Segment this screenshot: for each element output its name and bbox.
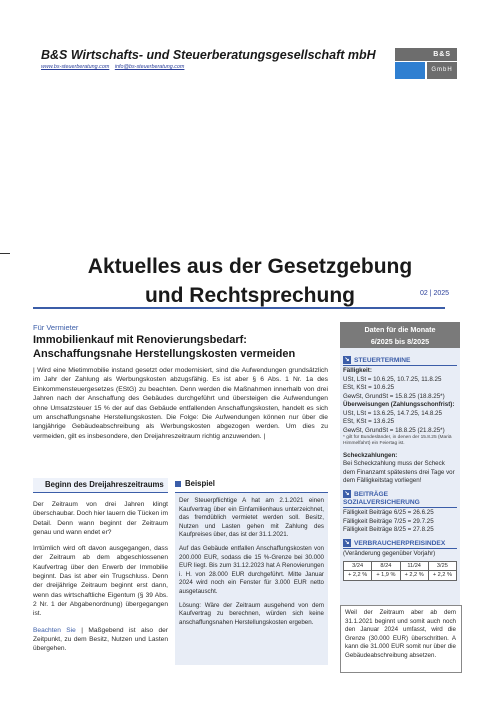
social-insurance-heading: ↘ BEITRÄGE SOZIALVERSICHERUNG [343,490,457,509]
contribution-line: Fälligkeit Beiträge 7/25 = 29.7.25 [343,517,434,525]
arrow-down-right-icon: ↘ [344,490,350,497]
contribution-line: Fälligkeit Beiträge 8/25 = 27.8.25 [343,526,434,534]
note-label: Beachten Sie [33,626,76,634]
title-divider [33,307,445,309]
holiday-footnote: * gilt für Bundesländer, in denen der 15.8.25 (Mariä Himmelfahrt) ein Feiertag ist. [343,435,452,447]
square-bullet-icon [175,481,181,487]
contact-links [41,64,188,70]
transfer-line: ESt, KSt = 13.6.25 [343,418,395,426]
left-paragraph-1: Der Zeitraum von drei Jahren klingt überschaubar. Doch hier lauern die Tücken im Detail. Denn wann beginnt der Zeitraum genau und wann endet er? [33,501,168,536]
section-heading-three-year: Beginn des Dreijahreszeitraums [33,478,168,493]
issue-number: 02 | 2025 [420,290,450,297]
example-continuation-text: Weil der Zeitraum aber ab dem 31.1.2021 beginnt und somit auch noch den Januar 2024 umfasst, wird die Grenze (30.000 EUR) überschritten. A kann die 31.000 EUR somit nur über die Gebäudeabschreibung absetzen. [345,609,456,659]
cpi-value-cell: + 2,2 % [344,571,372,581]
due-label: Fälligkeit: [343,367,372,375]
example-paragraph-2: Auf das Gebäude entfallen Anschaffungskosten von 200.000 EUR, sodass die 15 %-Grenze bei 30.000 EUR liegt. Bis zum 31.12.2023 hat A Renovierungen i. H. von 28.000 EUR durchgeführt. Mitte Januar 2024 wird noch ein Fenster für 3.000 EUR netto ausgetauscht. [179,544,324,595]
page-title [60,252,440,310]
left-paragraph-2: Irrtümlich wird oft davon ausgegangen, dass der Zeitraum ab dem abgeschlossenen Kaufvertrag über den Erwerb der Immobilie beginnt. Das ist aber ein Trugschluss. Denn der dreijährige Zeitraum beginnt erst dann, wenn das wirtschaftliche Eigentum (§ 39 Abs. 2 Nr. 1 der Abgabenordnung) übergegangen ist. [33,545,168,618]
contribution-line: Fälligkeit Beiträge 6/25 = 26.6.25 [343,509,434,517]
cheque-label: Scheckzahlungen: [343,451,398,459]
article-title: Immobilienkauf mit Renovierungsbedarf: Anschaffungsnahe Herstellungskosten vermeiden [33,334,296,360]
cpi-header-cell: 3/24 [344,561,372,571]
cpi-header-cell: 8/24 [372,561,400,571]
table-row [344,561,457,571]
logo-blue-block [395,62,425,79]
data-sidebar [340,322,460,649]
table-row [344,571,457,581]
cpi-value-cell: + 1,9 % [372,571,400,581]
cpi-value-cell: + 2,2 % [400,571,428,581]
note-text: Maßgebend ist also der Zeitpunkt, zu dem Besitz, Nutzen und Lasten übergehen. [33,626,168,653]
company-logo [395,48,457,80]
page-title-line2: und Rechtsprechung [144,284,355,307]
cpi-subtitle: (Veränderung gegenüber Vorjahr) [343,550,436,558]
cpi-heading: ↘ VERBRAUCHERPREISINDEX [343,539,457,549]
cheque-text: Bei Scheckzahlung muss der Scheck dem Finanzamt spätestens drei Tage vor dem Fälligkeitstag vorliegen! [343,460,455,485]
transfer-line: USt, LSt = 13.6.25, 14.7.25, 14.8.25 [343,409,442,417]
company-name: B&S Wirtschafts- und Steuerberatungsgesellschaft mbH [41,48,376,62]
transfer-line: GewSt, GrundSt = 18.8.25 (21.8.25*) [343,426,445,434]
cpi-header-cell: 11/24 [400,561,428,571]
due-line: GewSt, GrundSt = 15.8.25 (18.8.25*) [343,392,445,400]
arrow-down-right-icon: ↘ [344,539,350,546]
margin-mark [0,253,10,254]
article-intro: | Wird eine Mietimmobilie instand gesetzt oder modernisiert, sind die Aufwendungen grundsätzlich im Jahr der Zahlung als Werbungskosten abzugsfähig. Es ist aber § 6 Abs. 1 Nr. 1a des Einkommensteuergesetzes (EStG) zu beachten. Denn werden die Maßnahmen innerhalb von drei Jahren nach der Anschaffung des Gebäudes durchgeführt und übersteigen die Aufwendungen ohne Umsatzsteuer 15 % der auf das Gebäude entfallenden Anschaffungskosten, handelt es sich um anschaffungsnahe Herstellungskosten. Die Folge: Die Aufwendungen können nur über die langjährige Gebäudeabschreibung als Werbungskosten abgezogen werden. Um dies zu vermeiden, gilt es insbesondere, den Dreijahreszeitraum richtig anzuwenden. | [33,367,328,440]
example-paragraph-1: Der Steuerpflichtige A hat am 2.1.2021 einen Kaufvertrag über ein Einfamilienhaus unterzeichnet, das fremdüblich vermietet werden soll. Besitz, Nutzen und Lasten gehen mit Zahlung des Kaufpreises über, das ist der 31.1.2021. [179,497,324,539]
cpi-table [343,561,457,581]
page-title-line1: Aktuelles aus der Gesetzgebung [87,255,413,278]
example-paragraph-3: Lösung: Wäre der Zeitraum ausgehend von dem Kaufvertrag zu berechnen, würden sich keine anschaffungsnahen Herstellungskosten ergeben. [179,601,324,626]
arrow-down-right-icon: ↘ [344,357,350,363]
website-link[interactable]: www.bs-steuerberatung.com [41,64,110,70]
article-kicker: Für Vermieter [33,323,79,332]
left-column [33,500,168,660]
logo-bottom-text: GmbH [427,62,457,79]
cpi-value-cell: + 2,2 % [428,571,456,581]
left-paragraph-3: Beachten Sie | Maßgebend ist also der Zeitpunkt, zu dem Besitz, Nutzen und Lasten übergehen. [33,626,168,653]
due-line: ESt, KSt = 10.6.25 [343,384,395,392]
example-box [175,492,328,665]
tax-dates-heading: ↘ STEUERTERMINE [343,356,457,366]
logo-top-text: B&S [395,48,457,61]
transfer-label: Überweisungen (Zahlungsschonfrist): [343,401,455,409]
cpi-header-cell: 3/25 [428,561,456,571]
example-continuation-box [340,605,462,673]
example-heading: Beispiel [175,478,330,492]
email-link[interactable]: info@bs-steuerberatung.com [114,64,185,70]
sidebar-header: Daten für die Monate 6/2025 bis 8/2025 [340,322,460,348]
due-line: USt, LSt = 10.6.25, 10.7.25, 11.8.25 [343,375,442,383]
